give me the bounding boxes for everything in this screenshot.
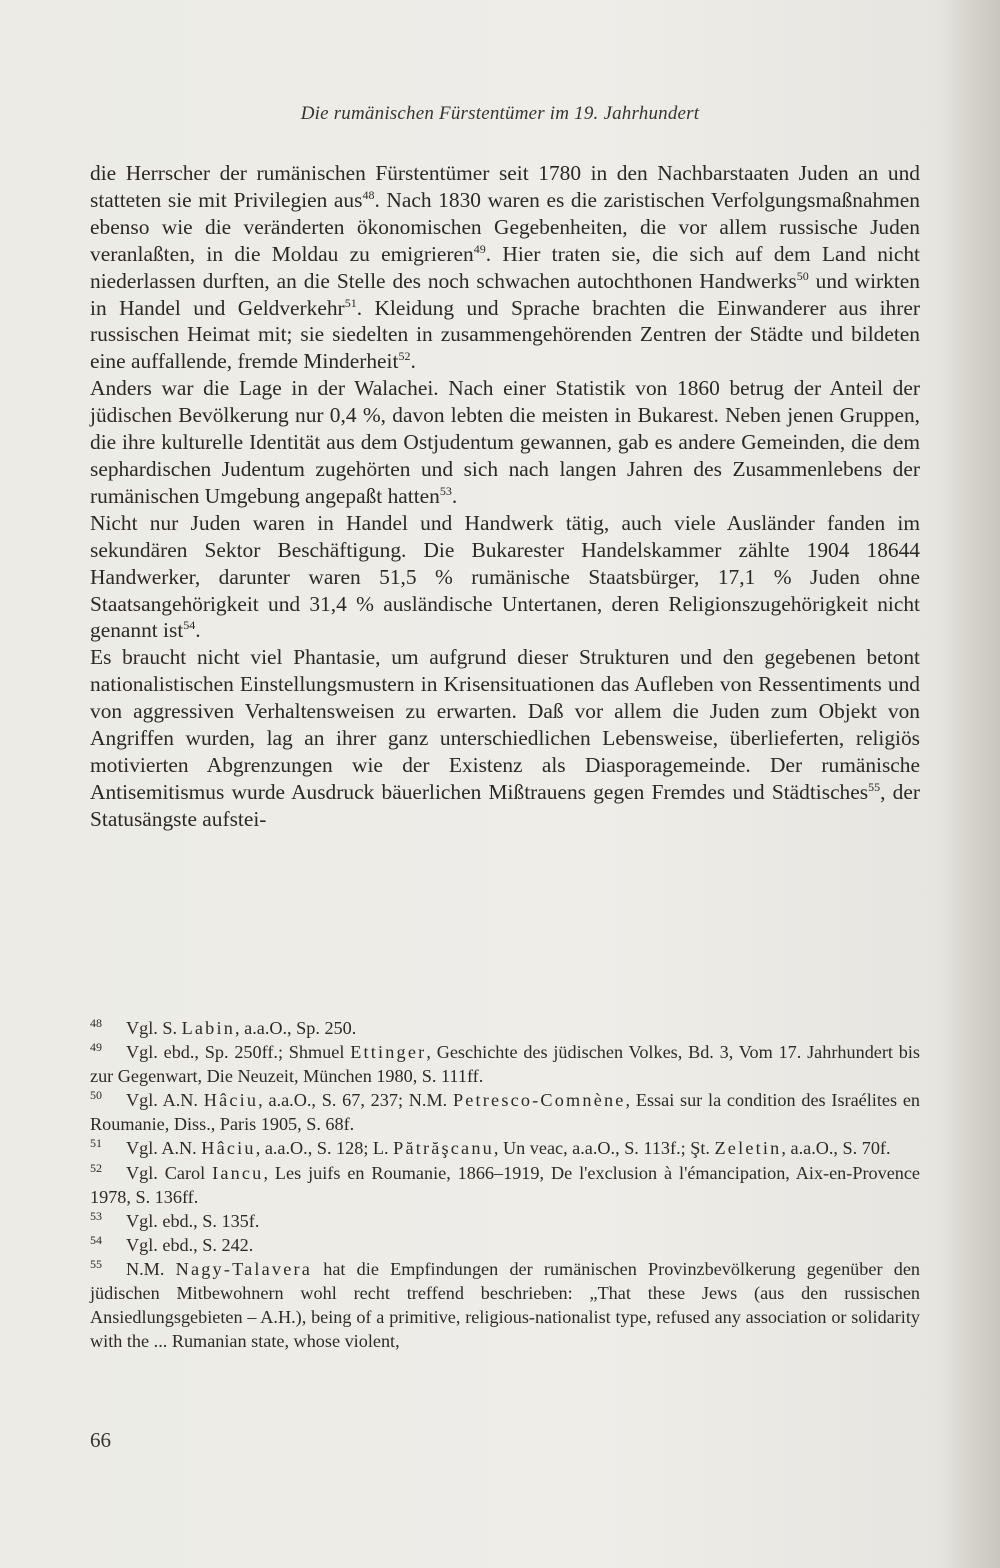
text-run: Nicht nur Juden waren in Handel und Handwerk tätig, auch viele Ausländer fanden im sekundären Sektor Beschäftigung. Die Bukarester Handelskammer zählte 1904 18644 Handwerker, darunter waren 51,5 % rumänische Staatsbürger, 17,1 % Juden ohne Staatsangehörigkeit und 31,4 % ausländische Untertanen, deren Religionszugehörigkeit nicht genannt ist bbox=[90, 510, 920, 643]
text-run: Vgl. A.N. bbox=[126, 1138, 202, 1159]
footnote-50: 50 Vgl. A.N. Hâciu, a.a.O., S. 67, 237; N.M. Petresco-Comnène, Essai sur la condition des Israélites en Roumanie, Diss., Paris 1905, S. 68f. bbox=[90, 1088, 920, 1135]
running-head: Die rumänischen Fürstentümer im 19. Jahrhundert bbox=[300, 103, 700, 124]
main-text bbox=[90, 160, 920, 833]
text-run: , a.a.O., S. 67, 237; N.M. bbox=[258, 1090, 453, 1111]
text-run: , a.a.O., Sp. 250. bbox=[235, 1018, 357, 1038]
text-run: Anders war die Lage in der Walachei. Nach einer Statistik von 1860 betrug der Anteil der jüdischen Bevölkerung nur 0,4 %, davon lebten die meisten in Bukarest. Neben jenen Gruppen, die ihre kulturelle Identität aus dem Ostjudentum gewannen, gab es andere Gemeinden, die dem sephardischen Judentum zugehörten und sich nach langen Jahren des Zusammenlebens der rumänischen Umgebung angepaßt hatten bbox=[90, 376, 920, 508]
footnote-ref-48[interactable]: 48 bbox=[362, 187, 375, 202]
text-run: die Herrscher der rumänischen Fürstentümer seit 1780 in den Nachbarstaaten Juden an und statteten sie mit Privilegien aus bbox=[90, 161, 920, 212]
footnote-ref-53[interactable]: 53 bbox=[439, 483, 452, 498]
footnote-49: 49 Vgl. ebd., Sp. 250ff.; Shmuel Ettinger, Geschichte des jüdischen Volkes, Bd. 3, Vom 17. Jahrhundert bis zur Gegenwart, Die Neuzeit, München 1980, S. 111ff. bbox=[90, 1040, 920, 1087]
author-name: Petresco-Comnène bbox=[452, 1090, 626, 1111]
footnote-53: 53 Vgl. ebd., S. 135f. bbox=[90, 1208, 260, 1231]
footnote-52: 52 Vgl. Carol Iancu, Les juifs en Roumanie, 1866–1919, De l'exclusion à l'émancipation, Aix-en-Provence 1978, S. 136ff. bbox=[90, 1160, 920, 1207]
text-run: , a.a.O., S. 128; L. bbox=[255, 1138, 394, 1159]
footnote-55: 55 N.M. Nagy-Talavera hat die Empfindungen der rumänischen Provinzbevölkerung gegenüber den jüdischen Mitbewohnern wohl recht treffend beschrieben: „That these Jews (aus den russischen Ansiedlungsgebieten – A.H.), being of a primitive, religious-nationalist type, refused any association or solidarity with the ... Rumanian state, whose violent, bbox=[90, 1256, 920, 1352]
page-number: 66 bbox=[90, 1428, 111, 1452]
text-run: . Hier traten sie, die sich auf dem Land nicht niederlassen durften, an die Stelle des noch schwachen autochthonen Handwerks bbox=[90, 241, 920, 293]
text-run: Es braucht nicht viel Phantasie, um aufgrund dieser Strukturen und den gegebenen betont nationalistischen Einstellungsmustern in Krisensituationen das Aufleben von Ressentiments und von aggressiven Verhaltensweisen zu erwarten. Daß vor allem die Juden zum Objekt von Angriffen wurden, lag an ihrer ganz unterschiedlichen Lebensweise, überlieferten, religiös motivierten Abgrenzungen wie der Existenz als Diasporagemeinde. Der rumänische Antisemitismus wurde Ausdruck bäuerlichen Mißtrauens gegen Fremdes und Städtisches bbox=[90, 645, 920, 804]
footnote-ref-51[interactable]: 51 bbox=[344, 295, 357, 310]
paragraph-2 bbox=[90, 375, 920, 510]
text-run: Vgl. Carol bbox=[126, 1162, 213, 1183]
text-run: . bbox=[410, 349, 416, 374]
paragraph-3 bbox=[90, 510, 920, 645]
author-name: Zeletin bbox=[714, 1138, 782, 1159]
footnote-ref-49[interactable]: 49 bbox=[473, 241, 486, 256]
footnote-ref-55[interactable]: 55 bbox=[868, 779, 881, 794]
text-run: Vgl. ebd., Sp. 250ff.; Shmuel bbox=[126, 1042, 351, 1063]
footnote-48: 48 Vgl. S. Labin, a.a.O., Sp. 250. bbox=[90, 1016, 357, 1038]
text-run: und wirkten in Handel und Geldverkehr bbox=[90, 268, 920, 320]
text-run: , Essai sur la condition des Israélites en Roumanie, Diss., Paris 1905, S. 68f. bbox=[90, 1090, 920, 1135]
text-run: , Geschichte des jüdischen Volkes, Bd. 3, Vom 17. Jahrhundert bis zur Gegenwart, Die Neuzeit, München 1980, S. 111ff. bbox=[90, 1042, 920, 1087]
text-run: . Kleidung und Sprache brachten die Einwanderer aus ihrer russischen Heimat mit; sie siedelten in zusammengehörenden Zentren der Städte und bildeten eine auffallende, fremde Minderheit bbox=[90, 295, 920, 374]
footnote-ref-50[interactable]: 50 bbox=[796, 268, 809, 283]
text-run: Vgl. ebd., S. 135f. bbox=[126, 1210, 260, 1231]
author-name: Labin bbox=[181, 1018, 236, 1038]
text-run: , a.a.O., S. 70f. bbox=[781, 1138, 891, 1159]
paragraph-1 bbox=[90, 160, 920, 375]
text-run: Vgl. A.N. bbox=[126, 1090, 204, 1111]
paragraph-4 bbox=[90, 644, 920, 832]
footnotes bbox=[90, 1016, 920, 1353]
author-name: Pătrăşcanu bbox=[393, 1138, 494, 1159]
author-name: Hâciu bbox=[203, 1090, 259, 1111]
text-run: , der Statusängste aufstei- bbox=[90, 779, 920, 831]
text-run: , Les juifs en Roumanie, 1866–1919, De l'exclusion à l'émancipation, Aix-en-Provence 1978, S. 136ff. bbox=[90, 1162, 920, 1207]
text-run: . Nach 1830 waren es die zaristischen Verfolgungsmaßnahmen ebenso wie die veränderten ökonomischen Gegebenheiten, die vor allem russische Juden veranlaßten, in die Moldau zu emigrieren bbox=[90, 187, 920, 266]
author-name: Nagy-Talavera bbox=[175, 1258, 313, 1279]
text-run: , Un veac, a.a.O., S. 113f.; Şt. bbox=[493, 1138, 715, 1159]
text-run: . bbox=[451, 483, 458, 508]
footnote-54: 54 Vgl. ebd., S. 242. bbox=[90, 1232, 254, 1255]
text-run: Vgl. ebd., S. 242. bbox=[126, 1234, 254, 1255]
text-run: . bbox=[195, 618, 201, 643]
text-run: N.M. bbox=[126, 1258, 176, 1279]
author-name: Hâciu bbox=[201, 1138, 256, 1159]
footnote-ref-54[interactable]: 54 bbox=[183, 618, 196, 633]
footnote-51: 51 Vgl. A.N. Hâciu, a.a.O., S. 128; L. Pătrăşcanu, Un veac, a.a.O., S. 113f.; Şt. Zeletin, a.a.O., S. 70f. bbox=[90, 1136, 891, 1159]
author-name: Iancu bbox=[212, 1162, 264, 1183]
text-run: hat die Empfindungen der rumänischen Provinzbevölkerung gegenüber den jüdischen Mitbewohnern wohl recht treffend beschrieben: „That these Jews (aus den russischen Ansiedlungsgebieten – A.H.), being of a primitive, religious-nationalist type, refused any association or solidarity with the ... Rumanian state, whose violent, bbox=[90, 1258, 920, 1352]
author-name: Ettinger bbox=[350, 1042, 427, 1063]
footnote-ref-52[interactable]: 52 bbox=[398, 349, 411, 364]
text-run: Vgl. S. bbox=[126, 1018, 182, 1038]
